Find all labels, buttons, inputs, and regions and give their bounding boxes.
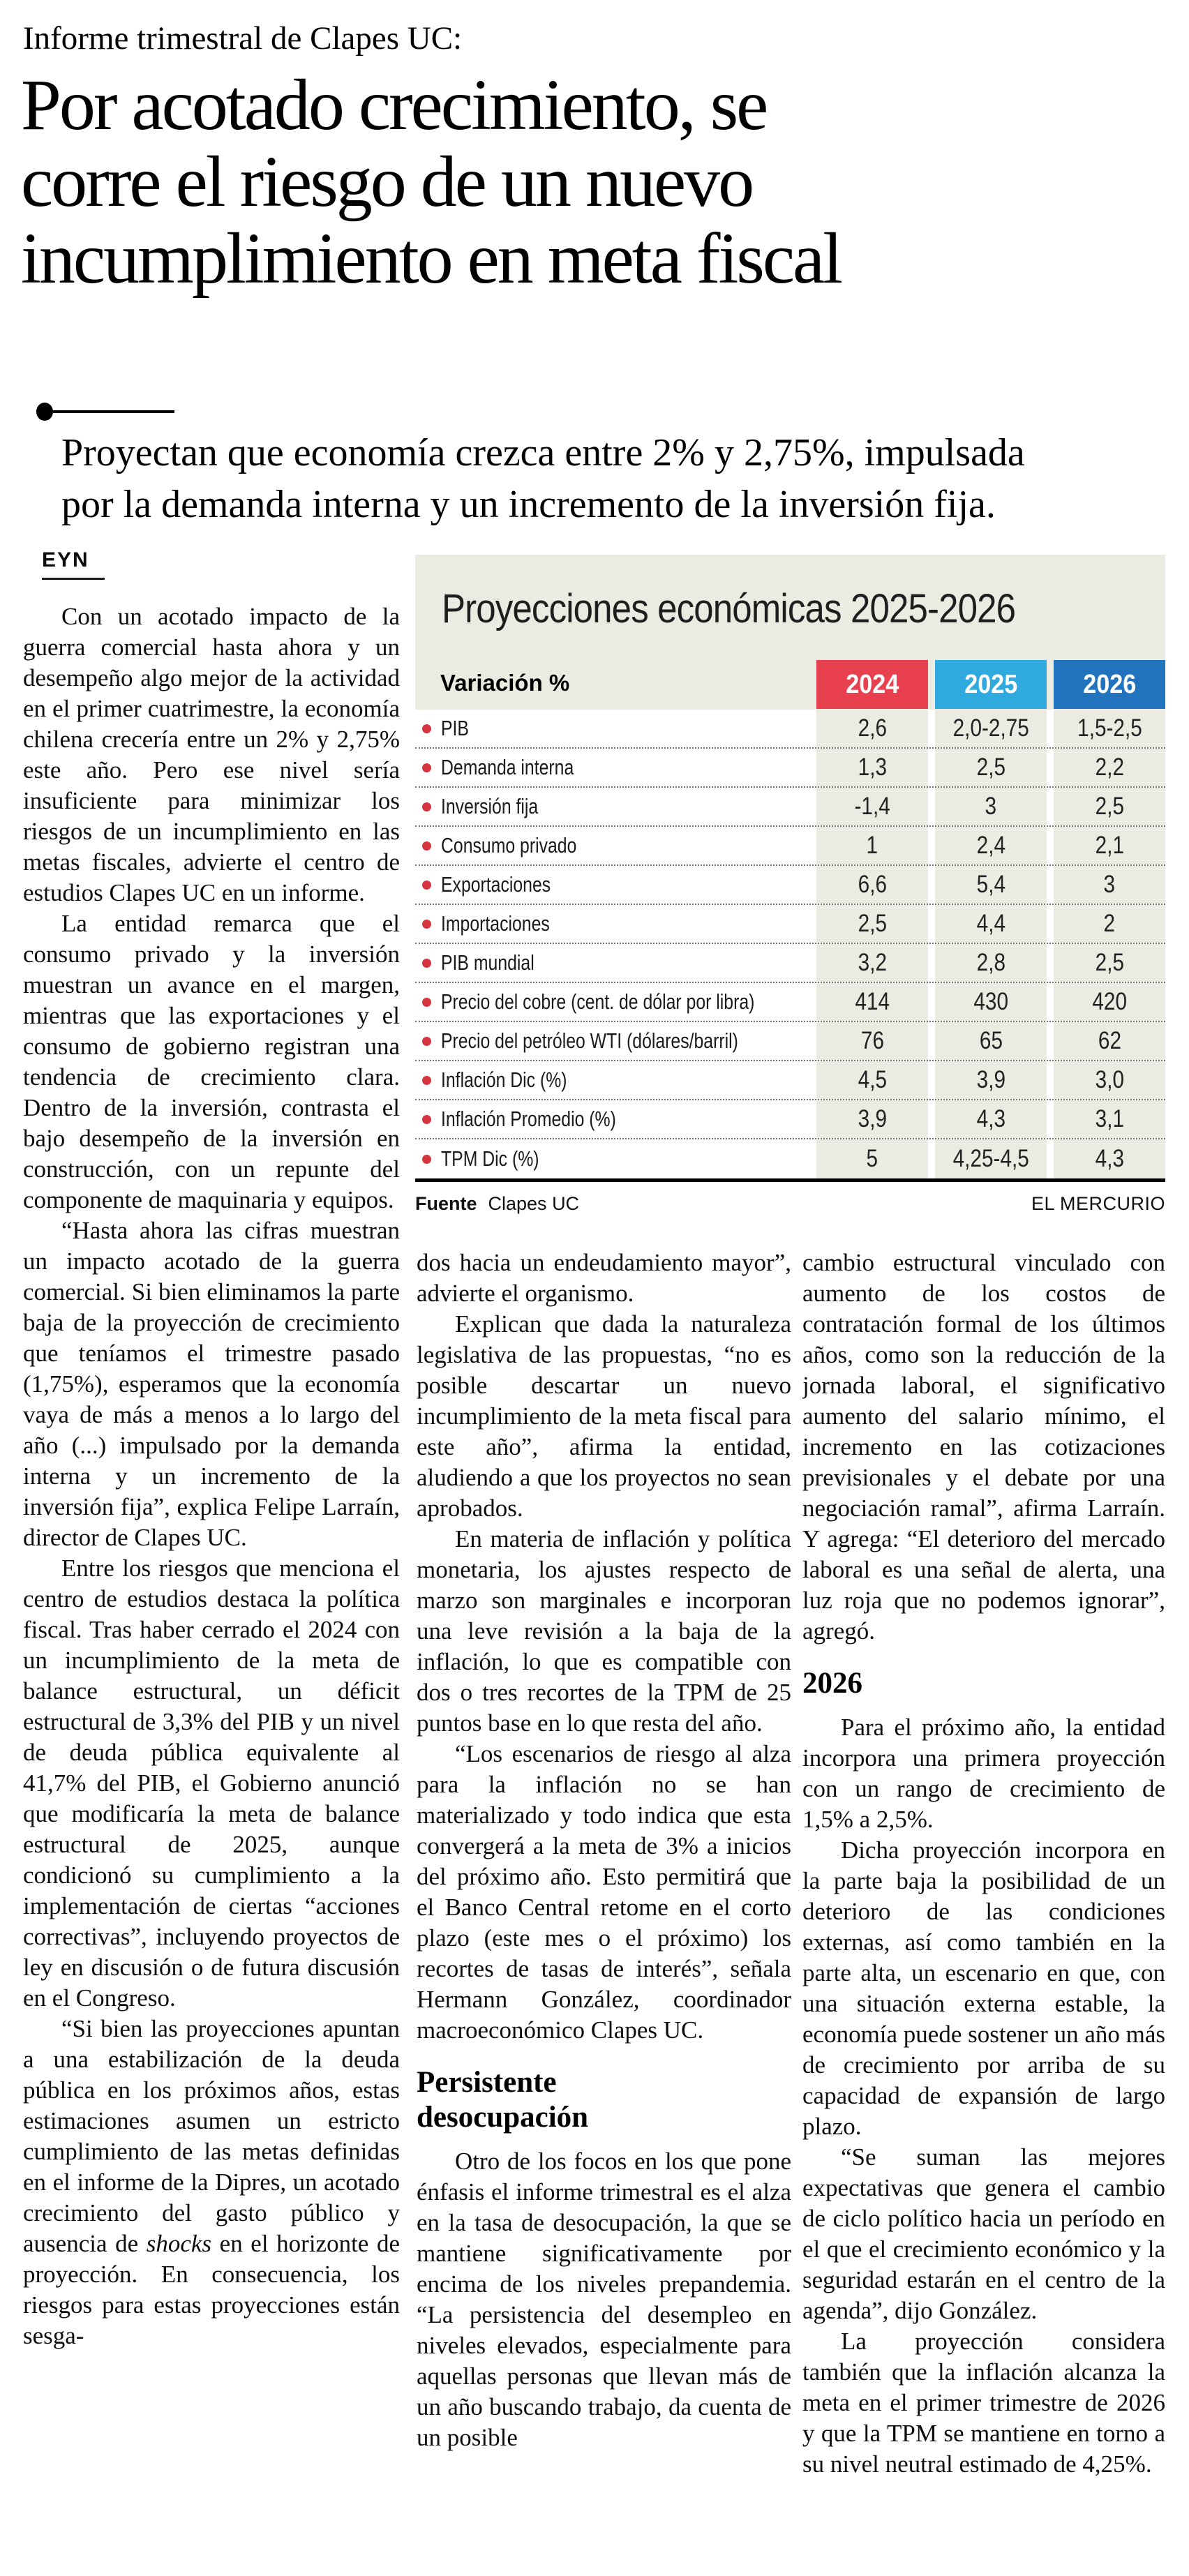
table-cell-value bbox=[816, 827, 928, 864]
bullet-icon bbox=[422, 959, 431, 968]
cell-value-text: 3 bbox=[985, 793, 997, 820]
paragraph: cambio estructural vinculado con aumento de los costos de contratación formal de los últimos años, como son la reducción de la jornada laboral, el significativo aumento del salario mínimo, el incremento en las cotizaciones previsionales y el debate por una negociación ramal”, afirma Larraín. Y agrega: “El deterioro del mercado laboral es una señal de alerta, una luz roja que no podemos ignorar”, agregó. bbox=[802, 1249, 1165, 1645]
table-cell-label bbox=[415, 905, 809, 943]
bullet-icon bbox=[422, 802, 431, 811]
cell-value-text: 4,4 bbox=[976, 910, 1005, 937]
paragraph: Para el próximo año, la entidad incorpora una primera proyección con un rango de crecimiento de 1,5% a 2,5%. bbox=[802, 1714, 1165, 1833]
cell-value-text: 2,4 bbox=[976, 832, 1005, 859]
table-cell-value bbox=[1054, 866, 1165, 904]
cell-value-text: 2,6 bbox=[858, 714, 887, 742]
cell-value-text: 2,5 bbox=[1095, 949, 1124, 976]
bullet-icon bbox=[422, 724, 431, 733]
paragraph: Entre los riesgos que menciona el centro de estudios destaca la política fiscal. Tras haber cerrado el 2024 con un incumplimiento de la meta de balance estructural, un déficit estructural de 3,3% del PIB y un nivel de deuda pública equivalente al 41,7% del PIB, el Gobierno anunció que modificaría la meta de balance estructural de 2025, aunque condicionó su cumplimiento a la implementación de ciertas “acciones correctivas”, incluyendo proyectos de ley en discusión o de futura discusión en el Congreso. bbox=[23, 1555, 400, 2012]
table-cell-value bbox=[935, 866, 1047, 904]
cell-value-text: 1 bbox=[866, 832, 878, 859]
row-label-text: TPM Dic (%) bbox=[441, 1146, 539, 1171]
kicker: Informe trimestral de Clapes UC: bbox=[23, 20, 463, 57]
table-cell-value bbox=[816, 983, 928, 1021]
paragraph: “Si bien las proyecciones apuntan a una estabilización de la deuda pública en los próximos años, estas estimaciones asumen un estricto cumplimiento de las metas definidas en el informe de la Dipres, un acotado crecimiento del gasto público y ausencia de shocks en el horizonte de proyección. En consecuencia, los riesgos para estas proyecciones están sesga- bbox=[23, 2015, 400, 2349]
table-cell-value bbox=[935, 983, 1047, 1021]
table-cell-value bbox=[935, 788, 1047, 825]
cell-value-text: -1,4 bbox=[854, 793, 890, 820]
table-cell-value bbox=[1054, 905, 1165, 943]
publisher-credit: EL MERCURIO bbox=[1031, 1193, 1165, 1214]
table-column-header-variacion: Variación % bbox=[440, 670, 570, 696]
cell-value-text: 1,3 bbox=[858, 754, 887, 781]
cell-value-text: 430 bbox=[973, 988, 1008, 1015]
table-cell-value bbox=[816, 1022, 928, 1060]
cell-value-text: 4,3 bbox=[976, 1105, 1005, 1132]
table-row bbox=[415, 1139, 1165, 1178]
projections-table bbox=[415, 555, 1165, 1230]
source-value: Clapes UC bbox=[488, 1193, 580, 1214]
row-label-text: Precio del cobre (cent. de dólar por libra) bbox=[441, 989, 755, 1014]
table-year-header bbox=[816, 660, 928, 709]
table-title-text: Proyecciones económicas 2025-2026 bbox=[442, 586, 1016, 631]
table-cell-value bbox=[816, 788, 928, 825]
row-label-text: PIB mundial bbox=[441, 950, 534, 975]
table-cell-label bbox=[415, 710, 809, 747]
table-cell-value bbox=[935, 944, 1047, 982]
cell-value-text: 3,1 bbox=[1095, 1105, 1124, 1132]
paragraph: La entidad remarca que el consumo privado y la inversión muestran un avance en el margen, mientras que las exportaciones y el consumo de gobierno registran una tendencia de crecimiento clara. Dentro de la inversión, contrasta el bajo desempeño de la inversión en construcción, con un repunte del componente de maquinaria y equipos. bbox=[23, 910, 400, 1213]
table-cell-value bbox=[1054, 1139, 1165, 1178]
cell-value-text: 2,8 bbox=[976, 949, 1005, 976]
table-cell-value bbox=[1054, 983, 1165, 1021]
cell-value-text: 420 bbox=[1092, 988, 1127, 1015]
headline-line: corre el riesgo de un nuevo bbox=[21, 142, 753, 222]
table-row bbox=[415, 944, 1165, 983]
table-cell-value bbox=[935, 905, 1047, 943]
paragraph: Otro de los focos en los que pone énfasis el informe trimestral es el alza en la tasa de desocupación, la que se mantiene significativamente por encima de los niveles prepandemia. “La persistencia del desempleo en niveles elevados, especialmente para aquellas personas que llevan más de un año buscando trabajo, da cuenta de un posible bbox=[417, 2148, 791, 2451]
table-cell-value bbox=[935, 1139, 1047, 1178]
table-cell-value bbox=[935, 710, 1047, 747]
table-cell-label bbox=[415, 1061, 809, 1099]
cell-value-text: 4,25-4,5 bbox=[952, 1145, 1029, 1172]
deck bbox=[61, 427, 1168, 530]
table-cell-label bbox=[415, 788, 809, 825]
bullet-icon bbox=[422, 1076, 431, 1085]
row-label-text: Consumo privado bbox=[441, 833, 577, 858]
cell-value-text: 3,9 bbox=[858, 1105, 887, 1132]
bullet-icon bbox=[422, 1115, 431, 1124]
bullet-icon bbox=[422, 841, 431, 851]
headline bbox=[21, 67, 841, 297]
cell-value-text: 2,5 bbox=[858, 910, 887, 937]
article-column-1 bbox=[23, 601, 400, 2555]
bullet-icon bbox=[422, 920, 431, 929]
row-label-text: Precio del petróleo WTI (dólares/barril) bbox=[441, 1028, 738, 1053]
table-cell-value bbox=[816, 905, 928, 943]
headline-line: Por acotado crecimiento, se bbox=[21, 65, 767, 145]
table-cell-value bbox=[935, 1061, 1047, 1099]
row-label-text: Inflación Dic (%) bbox=[441, 1068, 567, 1092]
cell-value-text: 3,0 bbox=[1095, 1066, 1124, 1093]
table-cell-value bbox=[816, 866, 928, 904]
table-cell-value bbox=[1054, 827, 1165, 864]
cell-value-text: 65 bbox=[979, 1027, 1003, 1054]
row-label-text: Demanda interna bbox=[441, 755, 574, 779]
table-cell-value bbox=[1054, 1022, 1165, 1060]
table-cell-label bbox=[415, 866, 809, 904]
cell-value-text: 2,5 bbox=[1095, 793, 1124, 820]
cell-value-text: 2,2 bbox=[1095, 754, 1124, 781]
table-cell-value bbox=[1054, 788, 1165, 825]
row-label-text: Exportaciones bbox=[441, 872, 551, 897]
table-cell-label bbox=[415, 1022, 809, 1060]
table-cell-value bbox=[935, 749, 1047, 786]
table-cell-value bbox=[816, 1139, 928, 1178]
cell-value-text: 1,5-2,5 bbox=[1077, 714, 1142, 742]
table-cell-value bbox=[1054, 1061, 1165, 1099]
table-row bbox=[415, 983, 1165, 1022]
cell-value-text: 2,0-2,75 bbox=[952, 714, 1029, 742]
table-cell-label bbox=[415, 1139, 809, 1178]
cell-value-text: 3 bbox=[1103, 871, 1116, 898]
cell-value-text: 76 bbox=[860, 1027, 884, 1054]
paragraph: Con un acotado impacto de la guerra comercial hasta ahora y un desempeño algo mejor de la actividad en el primer cuatrimestre, la economía chilena crecería entre un 2% y 2,75% este año. Pero ese nivel sería insuficiente para minimizar los riesgos de un incumplimiento en las metas fiscales, advierte el centro de estudios Clapes UC en un informe. bbox=[23, 603, 400, 906]
row-label-text: Inversión fija bbox=[441, 794, 539, 818]
bullet-icon bbox=[422, 998, 431, 1007]
source-label: Fuente bbox=[415, 1193, 477, 1214]
table-cell-label bbox=[415, 1100, 809, 1138]
table-cell-value bbox=[816, 1061, 928, 1099]
table-title bbox=[415, 585, 1165, 632]
bullet-icon bbox=[422, 1037, 431, 1046]
cell-value-text: 3,2 bbox=[858, 949, 887, 976]
table-cell-label bbox=[415, 749, 809, 786]
table-cell-value bbox=[935, 1022, 1047, 1060]
table-cell-value bbox=[935, 827, 1047, 864]
cell-value-text: 5 bbox=[866, 1145, 878, 1172]
table-cell-label bbox=[415, 827, 809, 864]
paragraph: dos hacia un endeudamiento mayor”, advierte el organismo. bbox=[417, 1249, 791, 1307]
row-label-text: PIB bbox=[441, 716, 469, 740]
section-subhead: Persistente desocupación bbox=[417, 2066, 589, 2134]
table-body bbox=[415, 710, 1165, 1178]
dash-rule bbox=[53, 410, 174, 413]
table-year-label: 2024 bbox=[845, 669, 899, 699]
cell-value-text: 2 bbox=[1103, 910, 1116, 937]
table-cell-value bbox=[1054, 749, 1165, 786]
byline: EYN bbox=[42, 548, 105, 580]
table-year-header bbox=[935, 660, 1047, 709]
table-cell-label bbox=[415, 944, 809, 982]
cell-value-text: 4,5 bbox=[858, 1066, 887, 1093]
table-cell-value bbox=[1054, 1100, 1165, 1138]
table-cell-value bbox=[816, 710, 928, 747]
table-year-label: 2025 bbox=[964, 669, 1018, 699]
article-column-2 bbox=[417, 1248, 791, 2558]
bullet-icon bbox=[422, 763, 431, 772]
row-label-text: Importaciones bbox=[441, 911, 550, 936]
cell-value-text: 4,3 bbox=[1095, 1145, 1124, 1172]
table-cell-value bbox=[816, 749, 928, 786]
section-subhead: 2026 bbox=[802, 1667, 862, 1700]
table-row bbox=[415, 1061, 1165, 1100]
table-row bbox=[415, 749, 1165, 788]
paragraph: La proyección considera también que la inflación alcanza la meta en el primer trimestre de 2026 y que la TPM se mantiene en torno a su nivel neutral estimado de 4,25%. bbox=[802, 2328, 1165, 2478]
headline-line: incumplimiento en meta fiscal bbox=[21, 218, 842, 299]
table-source bbox=[415, 1193, 579, 1215]
bullet-icon bbox=[422, 881, 431, 890]
paragraph: Explican que dada la naturaleza legislativa de las propuestas, “no es posible descartar un nuevo incumplimiento de la meta fiscal para este año”, afirma la entidad, aludiendo a que los proyectos no sean aprobados. bbox=[417, 1310, 791, 1522]
table-cell-value bbox=[816, 944, 928, 982]
cell-value-text: 414 bbox=[855, 988, 890, 1015]
table-row bbox=[415, 710, 1165, 749]
table-row bbox=[415, 1022, 1165, 1061]
article-column-3 bbox=[802, 1248, 1165, 2558]
table-year-label: 2026 bbox=[1082, 669, 1137, 699]
cell-value-text: 62 bbox=[1098, 1027, 1121, 1054]
table-cell-label bbox=[415, 983, 809, 1021]
table-cell-value bbox=[1054, 710, 1165, 747]
paragraph: En materia de inflación y política monetaria, los ajustes respecto de marzo son marginales e incorporan una leve revisión a la baja de la inflación, lo que es compatible con dos o tres recortes de la TPM de 25 puntos base en lo que resta del año. bbox=[417, 1525, 791, 1737]
cell-value-text: 6,6 bbox=[858, 871, 887, 898]
paragraph: “Hasta ahora las cifras muestran un impacto acotado de la guerra comercial. Si bien eliminamos la parte baja de la proyección de crecimiento que teníamos el trimestre pasado (1,75%), esperamos que la economía vaya de más a menos a lo largo del año (...) impulsado por la demanda interna y un incremento de la inversión fija”, explica Felipe Larraín, director de Clapes UC. bbox=[23, 1217, 400, 1551]
deck-line: por la demanda interna y un incremento de la inversión fija. bbox=[61, 483, 996, 526]
cell-value-text: 2,1 bbox=[1095, 832, 1124, 859]
italic-text: shocks bbox=[146, 2230, 212, 2257]
bullet-marker-icon bbox=[36, 403, 53, 421]
deck-line: Proyectan que economía crezca entre 2% y 2,75%, impulsada bbox=[61, 431, 1025, 474]
table-row bbox=[415, 1100, 1165, 1139]
table-year-header bbox=[1054, 660, 1165, 709]
table-cell-value bbox=[1054, 944, 1165, 982]
table-header-band bbox=[415, 555, 1165, 710]
cell-value-text: 5,4 bbox=[976, 871, 1005, 898]
table-cell-value bbox=[816, 1100, 928, 1138]
cell-value-text: 2,5 bbox=[976, 754, 1005, 781]
row-label-text: Inflación Promedio (%) bbox=[441, 1107, 616, 1131]
cell-value-text: 3,9 bbox=[976, 1066, 1005, 1093]
table-row bbox=[415, 827, 1165, 866]
paragraph: “Se suman las mejores expectativas que genera el cambio de ciclo político hacia un período en el que el crecimiento económico y la seguridad estarán en el centro de la agenda”, dijo González. bbox=[802, 2143, 1165, 2324]
paragraph: “Los escenarios de riesgo al alza para la inflación no se han materializado y todo indica que esta convergerá a la meta de 3% a inicios del próximo año. Esto permitirá que el Banco Central retome en el corto plazo (este mes o el próximo) los recortes de tasas de interés”, señala Hermann González, coordinador macroeconómico Clapes UC. bbox=[417, 1740, 791, 2044]
bullet-icon bbox=[422, 1155, 431, 1164]
table-header-row bbox=[415, 660, 1165, 709]
table-row bbox=[415, 788, 1165, 827]
table-row bbox=[415, 866, 1165, 905]
table-cell-value bbox=[935, 1100, 1047, 1138]
paragraph: Dicha proyección incorpora en la parte baja la posibilidad de un deterioro de las condiciones externas, así como también en la parte alta, un escenario en que, con una situación externa estable, la economía puede sostener un año más de crecimiento por arriba de su capacidad de expansión de largo plazo. bbox=[802, 1836, 1165, 2140]
table-footer bbox=[415, 1182, 1165, 1215]
table-row bbox=[415, 905, 1165, 944]
